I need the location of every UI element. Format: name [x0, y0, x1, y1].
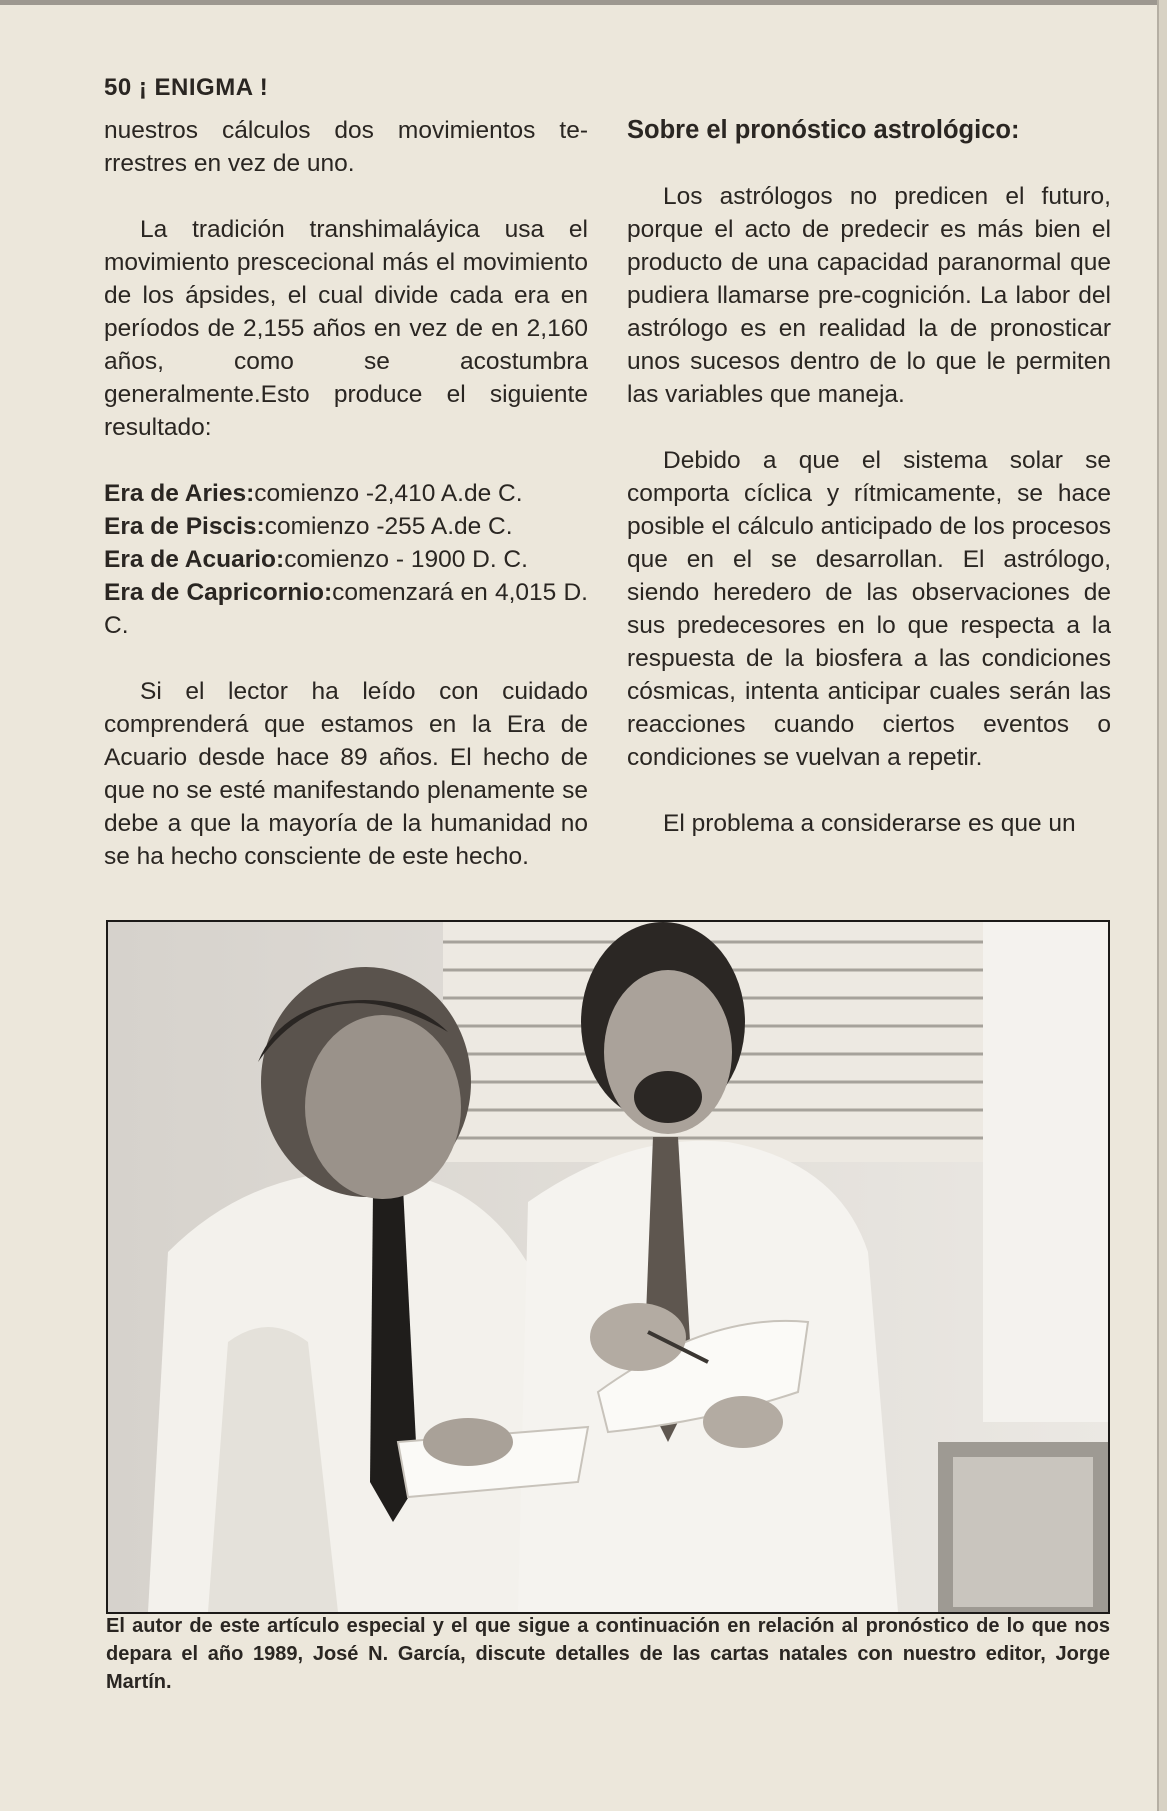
- scan-right-edge: [1157, 0, 1167, 1811]
- left-paragraph-1: nuestros cálculos dos movimientos te-rrestres en vez de uno.: [104, 117, 588, 177]
- era-item: Era de Aries:comienzo -2,410 A.de C.: [104, 480, 523, 507]
- era-item: Era de Acuario:comienzo - 1900 D. C.: [104, 546, 528, 573]
- scan-top-edge: [0, 0, 1167, 5]
- right-paragraph-2: Debido a que el sistema solar se comporta cíclica y rítmicamente, se hace posible el cálculo anticipado de los procesos que en el se desarrollan. El astrólogo, siendo heredero de las observaciones de sus predecesores en lo que respecta a la respuesta de la biosfera a las condiciones cósmicas, intenta anticipar cuales serán las reacciones cuando ciertos eventos o condiciones se vuelvan a repetir.: [627, 447, 1111, 771]
- page-header: 50 ¡ ENIGMA !: [104, 74, 269, 101]
- right-paragraph-1: Los astrólogos no predicen el futuro, porque el acto de predecir es más bien el producto de una capacidad paranormal que pudiera llamarse pre-cognición. La labor del astrólogo es en realidad la de pronosticar unos sucesos dentro de lo que le permiten las variables que maneja.: [627, 183, 1111, 408]
- era-item: Era de Capricornio:comenzará en 4,015 D. C.: [104, 579, 588, 639]
- section-heading: Sobre el pronóstico astrológico:: [627, 116, 1020, 144]
- photograph: [106, 920, 1110, 1614]
- right-paragraph-3: El problema a considerarse es que un: [663, 810, 1076, 837]
- left-column: [104, 114, 588, 873]
- left-paragraph-2: La tradición transhimaláyica usa el movimiento prescecional más el movimiento de los ápsides, el cual divide cada era en períodos de 2,155 años en vez de en 2,160 años, como se acostumbra generalmente.Esto produce el siguiente resultado:: [104, 216, 588, 441]
- era-item: Era de Piscis:comienzo -255 A.de C.: [104, 513, 513, 540]
- right-column: [627, 114, 1111, 840]
- photo-illustration: [108, 922, 1108, 1612]
- left-paragraph-3: Si el lector ha leído con cuidado comprenderá que estamos en la Era de Acuario desde hace 89 años. El hecho de que no se esté manifestando plenamente se debe a que la mayoría de la humanidad no se ha hecho consciente de este hecho.: [104, 678, 588, 870]
- era-list: [104, 477, 588, 642]
- photo-caption: El autor de este artículo especial y el que sigue a continuación en relación al pronóstico de lo que nos depara el año 1989, José N. García, discute detalles de las cartas natales con nuestro editor, Jorge Martín.: [106, 1615, 1110, 1693]
